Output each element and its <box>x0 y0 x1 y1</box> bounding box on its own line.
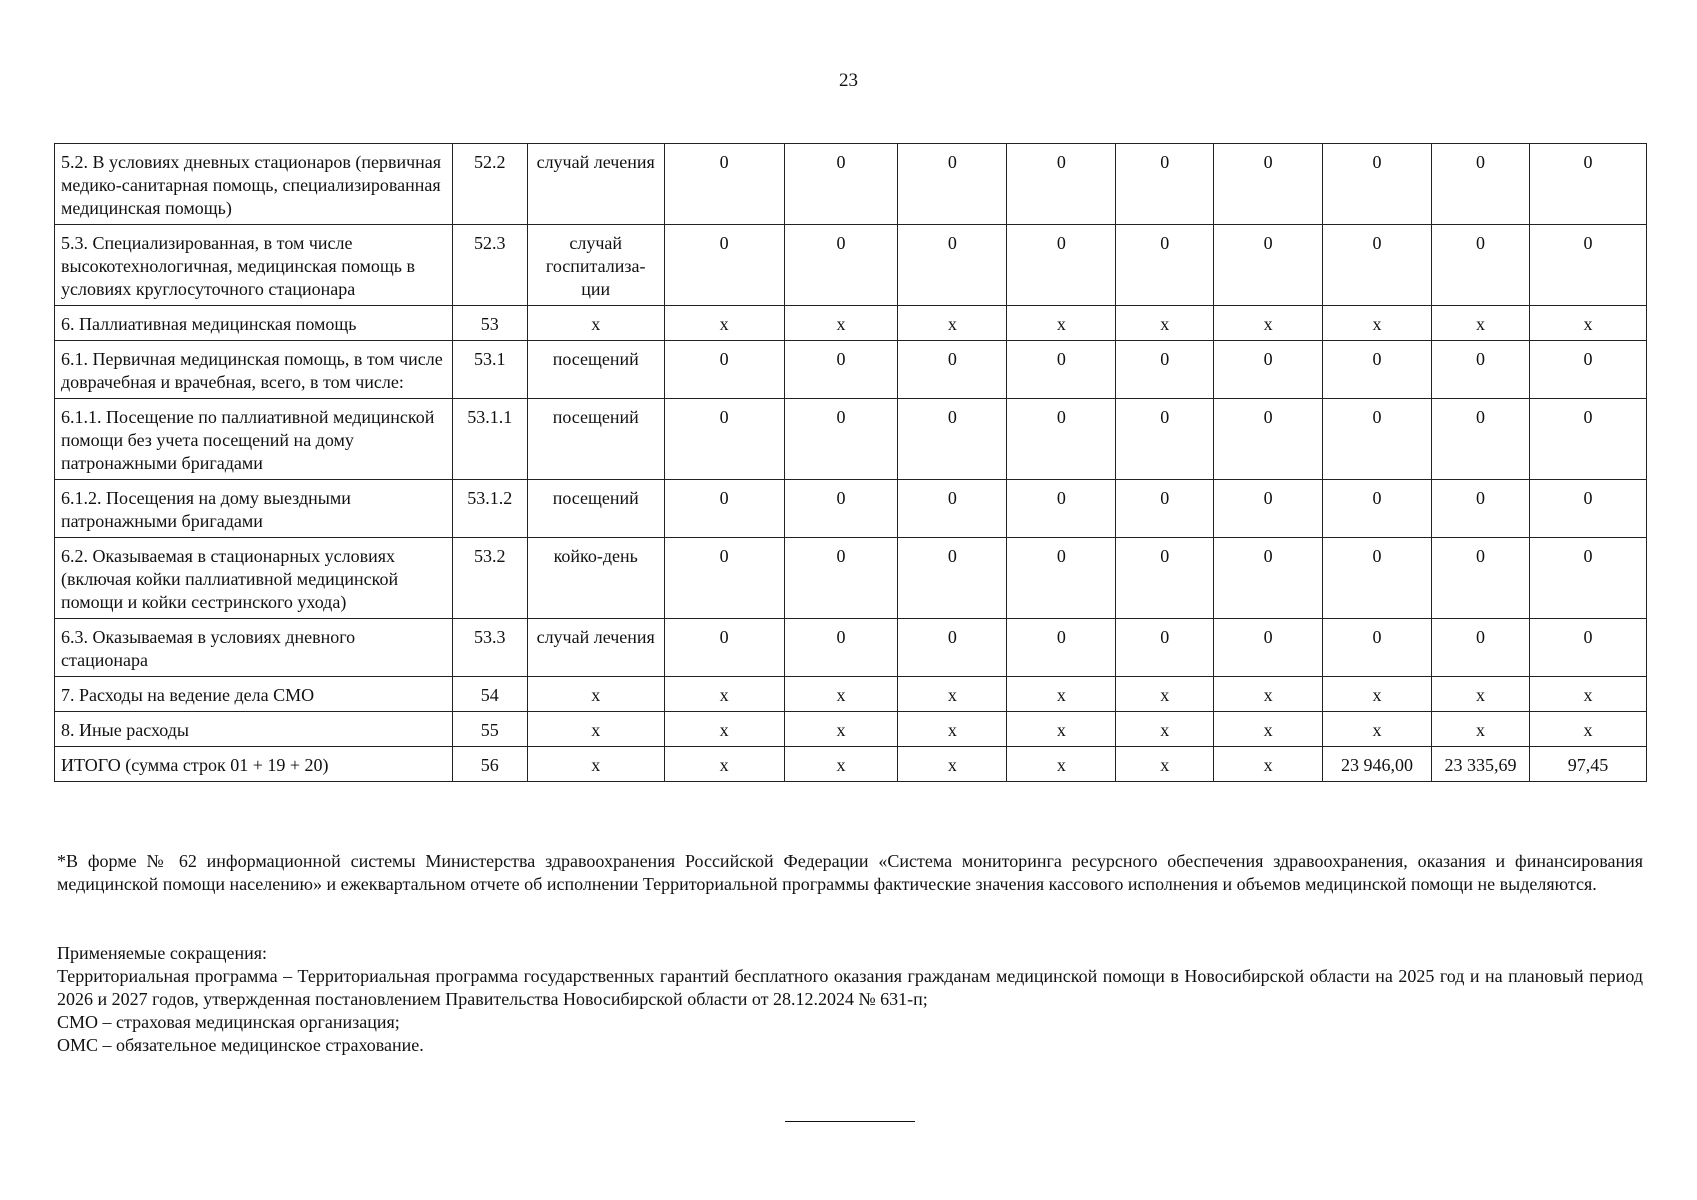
table-body <box>55 144 1647 782</box>
row-value-cell: х <box>1323 306 1432 341</box>
row-value-cell: 0 <box>1529 341 1646 399</box>
row-value-cell: 0 <box>1116 480 1214 538</box>
row-value-cell: 0 <box>1007 619 1116 677</box>
row-value-cell: х <box>898 712 1007 747</box>
row-value-cell: 23 946,00 <box>1323 747 1432 782</box>
row-value-cell: х <box>1529 677 1646 712</box>
row-value-cell: х <box>784 677 898 712</box>
row-value-cell: 0 <box>784 480 898 538</box>
row-value-cell: х <box>1529 306 1646 341</box>
row-value-cell: х <box>1432 306 1530 341</box>
abbreviation-item: ОМС – обязательное медицинское страхование. <box>57 1035 424 1055</box>
row-value-cell: 0 <box>898 341 1007 399</box>
table-row <box>55 399 1647 480</box>
row-value-cell: х <box>1007 306 1116 341</box>
row-unit-cell: х <box>527 677 664 712</box>
row-value-cell: 0 <box>664 144 784 225</box>
row-name-cell: 6.1. Первичная медицинская помощь, в том числе доврачебная и врачебная, всего, в том числе: <box>55 341 453 399</box>
table-row <box>55 144 1647 225</box>
row-code-cell: 53.1.2 <box>452 480 527 538</box>
row-name-cell: 5.3. Специализированная, в том числе высокотехнологичная, медицинская помощь в условиях круглосуточного стационара <box>55 225 453 306</box>
row-value-cell: 0 <box>1116 341 1214 399</box>
row-value-cell: 0 <box>784 144 898 225</box>
row-value-cell: 0 <box>1529 144 1646 225</box>
table-row <box>55 306 1647 341</box>
row-value-cell: 0 <box>898 399 1007 480</box>
row-value-cell: 0 <box>1214 144 1323 225</box>
row-value-cell: 0 <box>1323 341 1432 399</box>
abbreviations-heading: Применяемые сокращения: <box>57 943 268 963</box>
row-value-cell: х <box>1214 712 1323 747</box>
row-unit-cell: случай лечения <box>527 619 664 677</box>
table-row <box>55 712 1647 747</box>
row-value-cell: 0 <box>1214 480 1323 538</box>
row-value-cell: х <box>1214 306 1323 341</box>
row-name-cell: 6. Паллиативная медицинская помощь <box>55 306 453 341</box>
row-value-cell: 0 <box>1529 619 1646 677</box>
row-value-cell: х <box>898 306 1007 341</box>
row-value-cell: 0 <box>784 225 898 306</box>
row-value-cell: 0 <box>1432 480 1530 538</box>
row-value-cell: х <box>1323 677 1432 712</box>
row-value-cell: х <box>664 306 784 341</box>
row-value-cell: 0 <box>1529 225 1646 306</box>
row-code-cell: 54 <box>452 677 527 712</box>
row-value-cell: 0 <box>1323 480 1432 538</box>
row-value-cell: х <box>898 677 1007 712</box>
row-value-cell: 0 <box>898 538 1007 619</box>
row-code-cell: 53.1.1 <box>452 399 527 480</box>
row-value-cell: 0 <box>1323 144 1432 225</box>
footnote: *В форме № 62 информационной системы Министерства здравоохранения Российской Федерации «Система мониторинга ресурсного обеспечения здравоохранения, оказания и финансирования медицинской помощи населению» и ежеквартальном отчете об исполнении Территориальной программы фактические значения кассового исполнения и объемов медицинской помощи не выделяются. <box>57 851 1643 894</box>
row-value-cell: 0 <box>1214 538 1323 619</box>
table-row <box>55 538 1647 619</box>
row-value-cell: 0 <box>1432 225 1530 306</box>
row-value-cell: 0 <box>1007 341 1116 399</box>
row-value-cell: 0 <box>1432 538 1530 619</box>
row-value-cell: 0 <box>1529 480 1646 538</box>
row-unit-cell: случай лечения <box>527 144 664 225</box>
row-value-cell: х <box>1116 712 1214 747</box>
row-code-cell: 52.3 <box>452 225 527 306</box>
row-value-cell: х <box>1529 712 1646 747</box>
row-value-cell: 0 <box>898 480 1007 538</box>
row-value-cell: 0 <box>1529 538 1646 619</box>
row-value-cell: 0 <box>898 225 1007 306</box>
row-value-cell: 0 <box>1214 399 1323 480</box>
row-name-cell: 5.2. В условиях дневных стационаров (первичная медико-санитарная помощь, специализированная медицинская помощь) <box>55 144 453 225</box>
row-value-cell: 0 <box>1432 399 1530 480</box>
row-value-cell: 23 335,69 <box>1432 747 1530 782</box>
row-value-cell: 0 <box>664 399 784 480</box>
table-row <box>55 480 1647 538</box>
abbreviation-item: СМО – страховая медицинская организация; <box>57 1012 400 1032</box>
row-value-cell: 0 <box>1323 538 1432 619</box>
row-value-cell: х <box>1116 747 1214 782</box>
row-value-cell: 0 <box>1323 225 1432 306</box>
row-value-cell: х <box>664 747 784 782</box>
row-value-cell: 0 <box>1432 341 1530 399</box>
row-value-cell: 0 <box>1214 225 1323 306</box>
row-name-cell: 6.1.2. Посещения на дому выездными патронажными бригадами <box>55 480 453 538</box>
row-value-cell: 0 <box>1116 619 1214 677</box>
row-value-cell: 0 <box>1432 619 1530 677</box>
row-value-cell: 0 <box>784 341 898 399</box>
abbreviations-block <box>57 942 1643 1057</box>
row-value-cell: 0 <box>784 538 898 619</box>
row-value-cell: х <box>1116 677 1214 712</box>
row-value-cell: 0 <box>664 341 784 399</box>
row-value-cell: х <box>784 306 898 341</box>
row-value-cell: 0 <box>898 144 1007 225</box>
row-value-cell: 0 <box>784 399 898 480</box>
row-unit-cell: посещений <box>527 341 664 399</box>
table-row <box>55 341 1647 399</box>
row-unit-cell: х <box>527 747 664 782</box>
row-value-cell: 0 <box>1214 341 1323 399</box>
data-table <box>54 143 1647 782</box>
row-code-cell: 56 <box>452 747 527 782</box>
table-row <box>55 619 1647 677</box>
row-value-cell: 0 <box>664 538 784 619</box>
row-value-cell: 0 <box>1116 225 1214 306</box>
row-value-cell: х <box>1007 747 1116 782</box>
row-value-cell: х <box>784 747 898 782</box>
row-value-cell: 0 <box>1007 399 1116 480</box>
row-value-cell: 0 <box>784 619 898 677</box>
end-of-document-rule <box>785 1121 915 1122</box>
table-row <box>55 677 1647 712</box>
row-code-cell: 53.2 <box>452 538 527 619</box>
row-value-cell: 0 <box>898 619 1007 677</box>
row-value-cell: х <box>664 677 784 712</box>
row-value-cell: х <box>664 712 784 747</box>
row-name-cell: ИТОГО (сумма строк 01 + 19 + 20) <box>55 747 453 782</box>
row-unit-cell: х <box>527 712 664 747</box>
row-unit-cell: койко-день <box>527 538 664 619</box>
row-value-cell: 0 <box>1116 144 1214 225</box>
row-value-cell: 0 <box>664 619 784 677</box>
row-value-cell: 97,45 <box>1529 747 1646 782</box>
table-row <box>55 225 1647 306</box>
row-value-cell: 0 <box>1116 399 1214 480</box>
row-name-cell: 7. Расходы на ведение дела СМО <box>55 677 453 712</box>
row-value-cell: х <box>898 747 1007 782</box>
row-value-cell: х <box>1116 306 1214 341</box>
row-value-cell: х <box>1214 747 1323 782</box>
row-value-cell: 0 <box>664 225 784 306</box>
row-value-cell: 0 <box>1323 619 1432 677</box>
row-unit-cell: х <box>527 306 664 341</box>
row-unit-cell: посещений <box>527 399 664 480</box>
abbreviation-item: Территориальная программа – Территориальная программа государственных гарантий бесплатного оказания гражданам медицинской помощи в Новосибирской области на 2025 год и на плановый период 2026 и 2027 годов, утвержденная постановлением Правительства Новосибирской области от 28.12.2024 № 631-п; <box>57 966 1643 1009</box>
row-value-cell: 0 <box>1323 399 1432 480</box>
row-value-cell: 0 <box>1007 225 1116 306</box>
row-value-cell: 0 <box>664 480 784 538</box>
row-value-cell: х <box>1007 712 1116 747</box>
row-value-cell: 0 <box>1116 538 1214 619</box>
row-value-cell: 0 <box>1529 399 1646 480</box>
row-code-cell: 53 <box>452 306 527 341</box>
row-code-cell: 53.1 <box>452 341 527 399</box>
row-name-cell: 6.1.1. Посещение по паллиативной медицинской помощи без учета посещений на дому патронажными бригадами <box>55 399 453 480</box>
row-code-cell: 52.2 <box>452 144 527 225</box>
row-unit-cell: случай госпитализа-ции <box>527 225 664 306</box>
row-code-cell: 55 <box>452 712 527 747</box>
row-value-cell: х <box>784 712 898 747</box>
row-value-cell: 0 <box>1214 619 1323 677</box>
table-row <box>55 747 1647 782</box>
row-value-cell: х <box>1432 712 1530 747</box>
row-name-cell: 8. Иные расходы <box>55 712 453 747</box>
row-name-cell: 6.2. Оказываемая в стационарных условиях (включая койки паллиативной медицинской помощи и койки сестринского ухода) <box>55 538 453 619</box>
page-number: 23 <box>839 70 858 91</box>
row-name-cell: 6.3. Оказываемая в условиях дневного стационара <box>55 619 453 677</box>
row-value-cell: х <box>1007 677 1116 712</box>
row-value-cell: х <box>1323 712 1432 747</box>
row-code-cell: 53.3 <box>452 619 527 677</box>
row-value-cell: 0 <box>1007 538 1116 619</box>
row-unit-cell: посещений <box>527 480 664 538</box>
row-value-cell: х <box>1214 677 1323 712</box>
row-value-cell: 0 <box>1007 144 1116 225</box>
row-value-cell: 0 <box>1007 480 1116 538</box>
row-value-cell: 0 <box>1432 144 1530 225</box>
row-value-cell: х <box>1432 677 1530 712</box>
